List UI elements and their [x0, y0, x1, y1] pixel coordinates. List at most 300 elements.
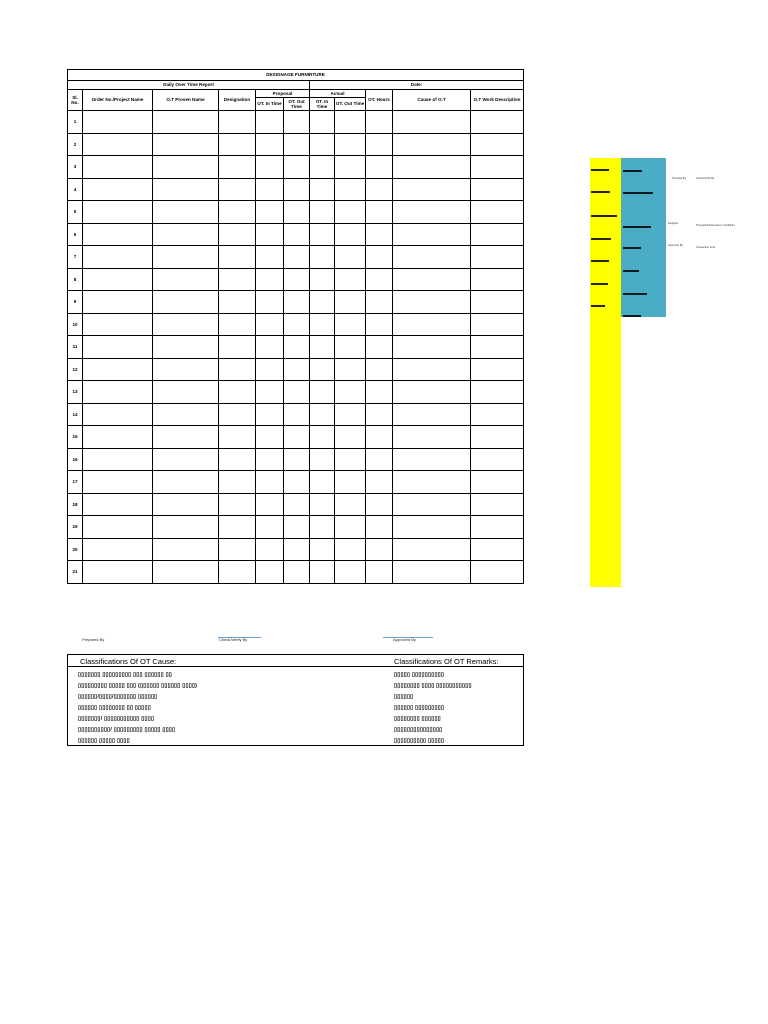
table-cell[interactable]	[471, 201, 524, 224]
table-row	[68, 268, 524, 291]
table-cell[interactable]	[284, 291, 310, 314]
table-cell[interactable]	[366, 426, 393, 449]
side-label	[623, 192, 653, 194]
table-cell[interactable]	[256, 561, 284, 584]
table-cell[interactable]	[471, 268, 524, 291]
classification-item: ▯▯▯▯▯▯▯▯▯ ▯▯▯▯▯ ▯▯▯ (▯▯▯▯▯▯ ▯▯▯▯▯▯ ▯▯▯▯)	[78, 683, 198, 689]
table-row	[68, 223, 524, 246]
table-cell[interactable]	[83, 178, 153, 201]
table-cell[interactable]	[256, 358, 284, 381]
table-cell[interactable]	[310, 111, 335, 134]
classification-item: ▯▯▯▯▯▯▯▯▯▯ ▯▯▯▯▯	[394, 738, 445, 744]
table-cell[interactable]	[366, 448, 393, 471]
table-row	[68, 178, 524, 201]
table-cell[interactable]	[284, 268, 310, 291]
table-cell[interactable]	[335, 561, 366, 584]
table-cell[interactable]	[83, 133, 153, 156]
row-number: 4	[68, 178, 83, 201]
side-label	[623, 270, 639, 272]
table-cell[interactable]	[310, 268, 335, 291]
side-label	[623, 247, 641, 249]
table-cell[interactable]	[471, 493, 524, 516]
table-cell[interactable]	[471, 538, 524, 561]
yellow-column	[590, 158, 621, 587]
table-cell[interactable]	[219, 268, 256, 291]
row-number: 11	[68, 336, 83, 359]
table-cell[interactable]	[310, 336, 335, 359]
table-cell[interactable]	[83, 493, 153, 516]
table-row	[68, 426, 524, 449]
table-cell[interactable]	[393, 178, 471, 201]
table-cell[interactable]	[83, 291, 153, 314]
table-cell[interactable]	[471, 111, 524, 134]
table-cell[interactable]	[471, 223, 524, 246]
table-cell[interactable]	[310, 156, 335, 179]
table-cell[interactable]	[153, 358, 219, 381]
row-number: 20	[68, 538, 83, 561]
table-cell[interactable]	[153, 493, 219, 516]
table-cell[interactable]	[83, 201, 153, 224]
col-work-desc: O.T Work Description	[471, 90, 524, 111]
table-cell[interactable]	[83, 156, 153, 179]
table-cell[interactable]	[393, 133, 471, 156]
table-cell[interactable]	[310, 538, 335, 561]
table-row	[68, 516, 524, 539]
side-note: Approved By	[668, 244, 683, 247]
table-cell[interactable]	[335, 178, 366, 201]
table-cell[interactable]	[256, 471, 284, 494]
table-row	[68, 156, 524, 179]
table-cell[interactable]	[83, 538, 153, 561]
table-cell[interactable]	[366, 246, 393, 269]
table-cell[interactable]	[256, 156, 284, 179]
row-number: 17	[68, 471, 83, 494]
table-cell[interactable]	[284, 471, 310, 494]
table-cell[interactable]	[256, 538, 284, 561]
classification-item: ▯▯▯▯▯▯▯/ ▯▯▯▯▯▯▯▯▯▯▯ ▯▯▯▯	[78, 716, 155, 722]
row-number: 2	[68, 133, 83, 156]
table-cell[interactable]	[153, 268, 219, 291]
table-cell[interactable]	[256, 426, 284, 449]
table-cell[interactable]	[393, 516, 471, 539]
table-cell[interactable]	[83, 561, 153, 584]
table-cell[interactable]	[393, 426, 471, 449]
row-number: 21	[68, 561, 83, 584]
row-number: 9	[68, 291, 83, 314]
table-cell[interactable]	[366, 268, 393, 291]
col-order-no: Order No./Project Name	[83, 90, 153, 111]
table-cell[interactable]	[310, 471, 335, 494]
table-cell[interactable]	[310, 201, 335, 224]
table-cell[interactable]	[284, 448, 310, 471]
table-cell[interactable]	[153, 471, 219, 494]
table-cell[interactable]	[471, 448, 524, 471]
table-row	[68, 381, 524, 404]
table-cell[interactable]	[153, 426, 219, 449]
sheet-title: DESIGNAGE FURNIRTURE	[68, 70, 524, 81]
table-cell[interactable]	[219, 471, 256, 494]
row-number: 1	[68, 111, 83, 134]
table-cell[interactable]	[471, 313, 524, 336]
table-cell[interactable]	[83, 516, 153, 539]
table-cell[interactable]	[219, 133, 256, 156]
row-number: 15	[68, 426, 83, 449]
table-row	[68, 313, 524, 336]
table-cell[interactable]	[393, 358, 471, 381]
table-cell[interactable]	[256, 336, 284, 359]
table-cell[interactable]	[83, 223, 153, 246]
table-cell[interactable]	[153, 291, 219, 314]
table-cell[interactable]	[393, 336, 471, 359]
table-cell[interactable]	[153, 336, 219, 359]
row-number: 7	[68, 246, 83, 269]
table-row	[68, 133, 524, 156]
classifications-box	[67, 654, 524, 746]
side-note: Check/Verify By	[696, 177, 715, 180]
classification-item: ▯▯▯▯▯▯▯▯ ▯▯▯▯▯▯	[394, 716, 441, 722]
table-cell[interactable]	[366, 111, 393, 134]
classification-item: ▯▯▯▯▯▯/▯▯▯▯/▯▯▯▯▯▯▯ ▯▯▯▯▯▯	[78, 694, 158, 700]
report-label: Daily Over Time Report	[68, 81, 310, 90]
side-note: Proposal By	[672, 177, 686, 180]
classification-item: ▯▯▯▯▯▯▯▯▯▯/ ▯▯▯▯▯▯▯▯▯ ▯▯▯▯▯ ▯▯▯▯	[78, 727, 176, 733]
table-cell[interactable]	[393, 313, 471, 336]
table-body	[68, 111, 524, 584]
table-cell[interactable]	[335, 448, 366, 471]
table-cell[interactable]	[393, 246, 471, 269]
table-cell[interactable]	[335, 471, 366, 494]
table-cell[interactable]	[366, 561, 393, 584]
table-cell[interactable]	[256, 291, 284, 314]
table-cell[interactable]	[153, 133, 219, 156]
table-cell[interactable]	[310, 133, 335, 156]
table-cell[interactable]	[471, 426, 524, 449]
table-cell[interactable]	[256, 201, 284, 224]
table-cell[interactable]	[83, 111, 153, 134]
table-row	[68, 403, 524, 426]
table-cell[interactable]	[310, 381, 335, 404]
table-cell[interactable]	[256, 246, 284, 269]
row-number: 5	[68, 201, 83, 224]
table-cell[interactable]	[284, 156, 310, 179]
table-cell[interactable]	[310, 358, 335, 381]
table-cell[interactable]	[153, 178, 219, 201]
table-cell[interactable]	[335, 358, 366, 381]
table-cell[interactable]	[284, 516, 310, 539]
table-cell[interactable]	[335, 493, 366, 516]
table-cell[interactable]	[471, 156, 524, 179]
table-cell[interactable]	[366, 538, 393, 561]
table-cell[interactable]	[471, 403, 524, 426]
table-cell[interactable]	[335, 538, 366, 561]
table-cell[interactable]	[310, 178, 335, 201]
table-cell[interactable]	[219, 291, 256, 314]
table-cell[interactable]	[256, 403, 284, 426]
row-number: 13	[68, 381, 83, 404]
table-cell[interactable]	[335, 201, 366, 224]
row-number: 3	[68, 156, 83, 179]
table-cell[interactable]	[219, 448, 256, 471]
table-cell[interactable]	[256, 381, 284, 404]
cause-title: Classifications Of OT Cause:	[80, 657, 177, 666]
table-cell[interactable]	[393, 538, 471, 561]
table-cell[interactable]	[284, 201, 310, 224]
table-cell[interactable]	[219, 201, 256, 224]
table-cell[interactable]	[83, 313, 153, 336]
table-cell[interactable]	[284, 538, 310, 561]
col-actual-in: OT. In Time	[310, 98, 335, 111]
table-cell[interactable]	[284, 493, 310, 516]
table-cell[interactable]	[366, 358, 393, 381]
table-cell[interactable]	[284, 561, 310, 584]
col-ot-hours: OT. Hours	[366, 90, 393, 111]
table-cell[interactable]	[310, 246, 335, 269]
table-cell[interactable]	[284, 246, 310, 269]
col-person-name: O.T Prosen Name	[153, 90, 219, 111]
row-number: 19	[68, 516, 83, 539]
table-cell[interactable]	[83, 471, 153, 494]
col-actual-out: OT. Out Time	[335, 98, 366, 111]
table-cell[interactable]	[366, 516, 393, 539]
col-proposal: Proposal	[256, 90, 310, 98]
table-cell[interactable]	[256, 223, 284, 246]
table-cell[interactable]	[471, 336, 524, 359]
row-number: 8	[68, 268, 83, 291]
classification-item: ▯▯▯▯▯▯ ▯▯▯▯▯ ▯▯▯▯	[78, 738, 130, 744]
side-label	[623, 315, 641, 317]
table-row	[68, 358, 524, 381]
classification-item: ▯▯▯▯▯▯▯▯ ▯▯▯▯ ▯▯▯▯▯▯▯▯▯▯▯	[394, 683, 472, 689]
header-divider	[68, 666, 523, 667]
table-cell[interactable]	[284, 223, 310, 246]
table-cell[interactable]	[284, 403, 310, 426]
table-cell[interactable]	[393, 471, 471, 494]
table-row	[68, 291, 524, 314]
table-cell[interactable]	[310, 403, 335, 426]
remarks-title: Classifications Of OT Remarks:	[394, 657, 499, 666]
table-cell[interactable]	[284, 178, 310, 201]
col-actual: Actual	[310, 90, 366, 98]
row-number: 18	[68, 493, 83, 516]
table-cell[interactable]	[153, 538, 219, 561]
table-cell[interactable]	[83, 336, 153, 359]
table-cell[interactable]	[471, 133, 524, 156]
table-cell[interactable]	[153, 111, 219, 134]
prepared-by-label: Prepared By	[82, 637, 105, 642]
table-cell[interactable]	[393, 201, 471, 224]
table-cell[interactable]	[366, 381, 393, 404]
table-cell[interactable]	[256, 268, 284, 291]
table-cell[interactable]	[335, 268, 366, 291]
table-cell[interactable]	[219, 246, 256, 269]
table-cell[interactable]	[153, 561, 219, 584]
table-row	[68, 493, 524, 516]
table-cell[interactable]	[83, 358, 153, 381]
table-cell[interactable]	[335, 426, 366, 449]
table-cell[interactable]	[219, 538, 256, 561]
table-row	[68, 538, 524, 561]
table-cell[interactable]	[256, 516, 284, 539]
table-cell[interactable]	[219, 111, 256, 134]
table-cell[interactable]	[219, 358, 256, 381]
table-cell[interactable]	[219, 381, 256, 404]
table-cell[interactable]	[310, 291, 335, 314]
col-cause: Cause of O.T	[393, 90, 471, 111]
table-cell[interactable]	[366, 133, 393, 156]
table-cell[interactable]	[366, 493, 393, 516]
table-cell[interactable]	[335, 313, 366, 336]
table-cell[interactable]	[393, 493, 471, 516]
table-cell[interactable]	[284, 336, 310, 359]
table-cell[interactable]	[310, 516, 335, 539]
check-verify-label: Check/Verify By	[219, 637, 248, 642]
table-cell[interactable]	[256, 133, 284, 156]
table-cell[interactable]	[471, 561, 524, 584]
classification-item: ▯▯▯▯▯ ▯▯▯▯▯▯▯▯▯▯	[394, 672, 445, 678]
classification-item: ▯▯▯▯▯▯	[394, 694, 414, 700]
classification-item: ▯▯▯▯▯▯▯▯▯▯▯▯▯▯▯	[394, 727, 443, 733]
table-cell[interactable]	[471, 178, 524, 201]
table-cell[interactable]	[393, 156, 471, 179]
table-cell[interactable]	[284, 426, 310, 449]
side-label	[591, 169, 609, 171]
side-label	[591, 283, 608, 285]
table-cell[interactable]	[366, 291, 393, 314]
table-row	[68, 201, 524, 224]
table-cell[interactable]	[471, 358, 524, 381]
table-cell[interactable]	[393, 268, 471, 291]
table-cell[interactable]	[310, 313, 335, 336]
row-number: 12	[68, 358, 83, 381]
side-label	[591, 215, 617, 217]
table-cell[interactable]	[471, 516, 524, 539]
table-cell[interactable]	[310, 223, 335, 246]
table-cell[interactable]	[366, 403, 393, 426]
table-cell[interactable]	[366, 178, 393, 201]
table-cell[interactable]	[256, 493, 284, 516]
side-label	[623, 293, 647, 295]
date-label: Date:	[310, 81, 524, 90]
table-row	[68, 448, 524, 471]
row-number: 6	[68, 223, 83, 246]
classification-item: ▯▯▯▯▯▯ ▯▯▯▯▯▯▯▯ ▯▯ ▯▯▯▯▯	[78, 705, 151, 711]
table-cell[interactable]	[393, 111, 471, 134]
table-cell[interactable]	[153, 201, 219, 224]
table-cell[interactable]	[366, 336, 393, 359]
col-proposal-out: OT. Out Time	[284, 98, 310, 111]
col-designation: Designation	[219, 90, 256, 111]
table-cell[interactable]	[471, 381, 524, 404]
table-cell[interactable]	[83, 403, 153, 426]
table-cell[interactable]	[335, 156, 366, 179]
table-cell[interactable]	[83, 246, 153, 269]
overtime-report-sheet	[67, 69, 523, 584]
table-cell[interactable]	[219, 561, 256, 584]
table-cell[interactable]	[219, 156, 256, 179]
table-cell[interactable]	[335, 223, 366, 246]
table-cell[interactable]	[153, 448, 219, 471]
table-cell[interactable]	[366, 223, 393, 246]
table-cell[interactable]	[219, 426, 256, 449]
table-cell[interactable]	[310, 493, 335, 516]
table-cell[interactable]	[153, 246, 219, 269]
table-cell[interactable]	[335, 111, 366, 134]
table-cell[interactable]	[284, 313, 310, 336]
table-cell[interactable]	[471, 246, 524, 269]
table-cell[interactable]	[310, 426, 335, 449]
table-cell[interactable]	[219, 516, 256, 539]
table-cell[interactable]	[310, 561, 335, 584]
table-cell[interactable]	[153, 516, 219, 539]
approved-by-label: Approved By	[393, 637, 416, 642]
table-cell[interactable]	[219, 403, 256, 426]
overtime-table	[67, 69, 524, 584]
table-cell[interactable]	[393, 381, 471, 404]
side-label	[623, 226, 651, 228]
table-cell[interactable]	[284, 111, 310, 134]
table-cell[interactable]	[153, 381, 219, 404]
table-row	[68, 111, 524, 134]
table-cell[interactable]	[153, 313, 219, 336]
table-cell[interactable]	[256, 448, 284, 471]
table-cell[interactable]	[366, 313, 393, 336]
table-cell[interactable]	[256, 111, 284, 134]
table-cell[interactable]	[393, 448, 471, 471]
table-row	[68, 336, 524, 359]
table-cell[interactable]	[335, 336, 366, 359]
table-cell[interactable]	[219, 493, 256, 516]
table-cell[interactable]	[256, 313, 284, 336]
table-cell[interactable]	[393, 291, 471, 314]
table-cell[interactable]	[366, 156, 393, 179]
table-cell[interactable]	[335, 516, 366, 539]
table-cell[interactable]	[335, 381, 366, 404]
table-cell[interactable]	[366, 201, 393, 224]
table-cell[interactable]	[393, 561, 471, 584]
table-cell[interactable]	[335, 291, 366, 314]
table-cell[interactable]	[393, 223, 471, 246]
table-cell[interactable]	[471, 291, 524, 314]
table-cell[interactable]	[310, 448, 335, 471]
side-label	[591, 238, 611, 240]
table-cell[interactable]	[153, 403, 219, 426]
table-cell[interactable]	[335, 403, 366, 426]
table-cell[interactable]	[393, 403, 471, 426]
table-cell[interactable]	[219, 313, 256, 336]
table-cell[interactable]	[335, 246, 366, 269]
table-cell[interactable]	[83, 381, 153, 404]
table-cell[interactable]	[284, 381, 310, 404]
table-cell[interactable]	[284, 358, 310, 381]
table-cell[interactable]	[83, 426, 153, 449]
table-cell[interactable]	[366, 471, 393, 494]
table-cell[interactable]	[335, 133, 366, 156]
side-note: Designer	[668, 222, 679, 225]
table-cell[interactable]	[83, 268, 153, 291]
table-cell[interactable]	[219, 178, 256, 201]
table-cell[interactable]	[256, 178, 284, 201]
table-cell[interactable]	[153, 156, 219, 179]
table-cell[interactable]	[219, 336, 256, 359]
row-number: 16	[68, 448, 83, 471]
col-sl-no: Sl. No.	[68, 90, 83, 111]
table-cell[interactable]	[219, 223, 256, 246]
table-cell[interactable]	[153, 223, 219, 246]
table-cell[interactable]	[284, 133, 310, 156]
row-number: 10	[68, 313, 83, 336]
table-cell[interactable]	[471, 471, 524, 494]
table-cell[interactable]	[83, 448, 153, 471]
